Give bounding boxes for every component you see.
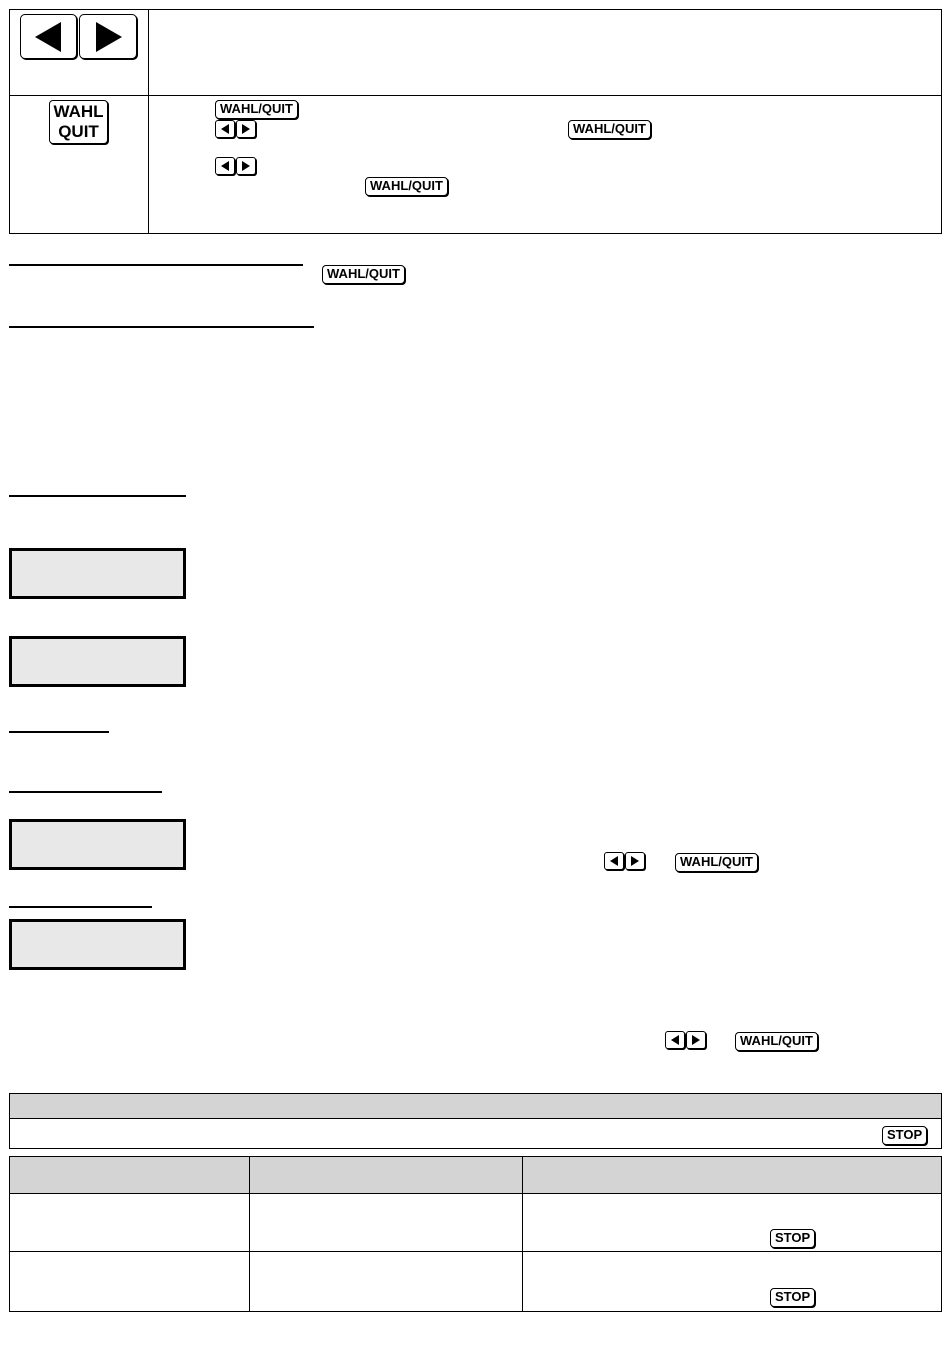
fault-table-row-divider	[9, 1251, 942, 1252]
fault-table-col-divider	[249, 1156, 250, 1312]
stop-key[interactable]: STOP	[770, 1288, 815, 1307]
notice-table-body	[9, 1118, 942, 1149]
stop-key[interactable]: STOP	[770, 1229, 815, 1248]
right-arrow-key[interactable]	[236, 120, 256, 138]
big-quit-label: QUIT	[58, 122, 99, 141]
fault-table-col-divider	[522, 1156, 523, 1312]
wahl-quit-key[interactable]: WAHL/QUIT	[322, 265, 405, 284]
lcd-display	[9, 548, 186, 599]
left-arrow-key[interactable]	[215, 120, 235, 138]
wahl-quit-key[interactable]: WAHL/QUIT	[365, 177, 448, 196]
right-arrow-icon	[242, 124, 250, 134]
right-arrow-icon	[242, 161, 250, 171]
left-arrow-key[interactable]	[604, 852, 624, 870]
wahl-quit-key[interactable]: WAHL/QUIT	[675, 853, 758, 872]
heading-underline	[9, 906, 152, 908]
arrow-keys[interactable]	[665, 1031, 706, 1049]
heading-underline	[9, 264, 303, 266]
heading-underline	[9, 731, 109, 733]
arrow-keys[interactable]	[604, 852, 645, 870]
left-arrow-icon	[221, 161, 229, 171]
arrow-keys[interactable]	[215, 157, 256, 175]
heading-underline	[9, 495, 186, 497]
stop-key[interactable]: STOP	[882, 1126, 927, 1145]
left-arrow-icon	[35, 22, 61, 52]
left-arrow-icon	[610, 856, 618, 866]
right-arrow-icon	[96, 22, 122, 52]
left-arrow-icon	[221, 124, 229, 134]
big-wahl-label: WAHL	[53, 102, 104, 121]
big-left-arrow-key[interactable]	[20, 14, 77, 59]
lcd-display	[9, 636, 186, 687]
wahl-quit-key[interactable]: WAHL/QUIT	[215, 100, 298, 119]
right-arrow-icon	[631, 856, 639, 866]
big-wahl-quit-key[interactable]	[49, 100, 108, 144]
left-arrow-key[interactable]	[665, 1031, 685, 1049]
right-arrow-icon	[692, 1035, 700, 1045]
lcd-display	[9, 919, 186, 970]
left-arrow-key[interactable]	[215, 157, 235, 175]
heading-underline	[9, 326, 314, 328]
heading-underline	[9, 791, 162, 793]
wahl-quit-key[interactable]: WAHL/QUIT	[735, 1032, 818, 1051]
big-right-arrow-key[interactable]	[79, 14, 137, 59]
notice-table-header	[9, 1093, 942, 1119]
right-arrow-key[interactable]	[236, 157, 256, 175]
wahl-quit-key[interactable]: WAHL/QUIT	[568, 120, 651, 139]
right-arrow-key[interactable]	[686, 1031, 706, 1049]
top-table-column-divider	[148, 9, 149, 234]
arrow-keys[interactable]	[215, 120, 256, 138]
lcd-display	[9, 819, 186, 870]
top-table-row-divider	[9, 95, 942, 96]
right-arrow-key[interactable]	[625, 852, 645, 870]
big-arrow-keys	[20, 14, 137, 59]
left-arrow-icon	[671, 1035, 679, 1045]
